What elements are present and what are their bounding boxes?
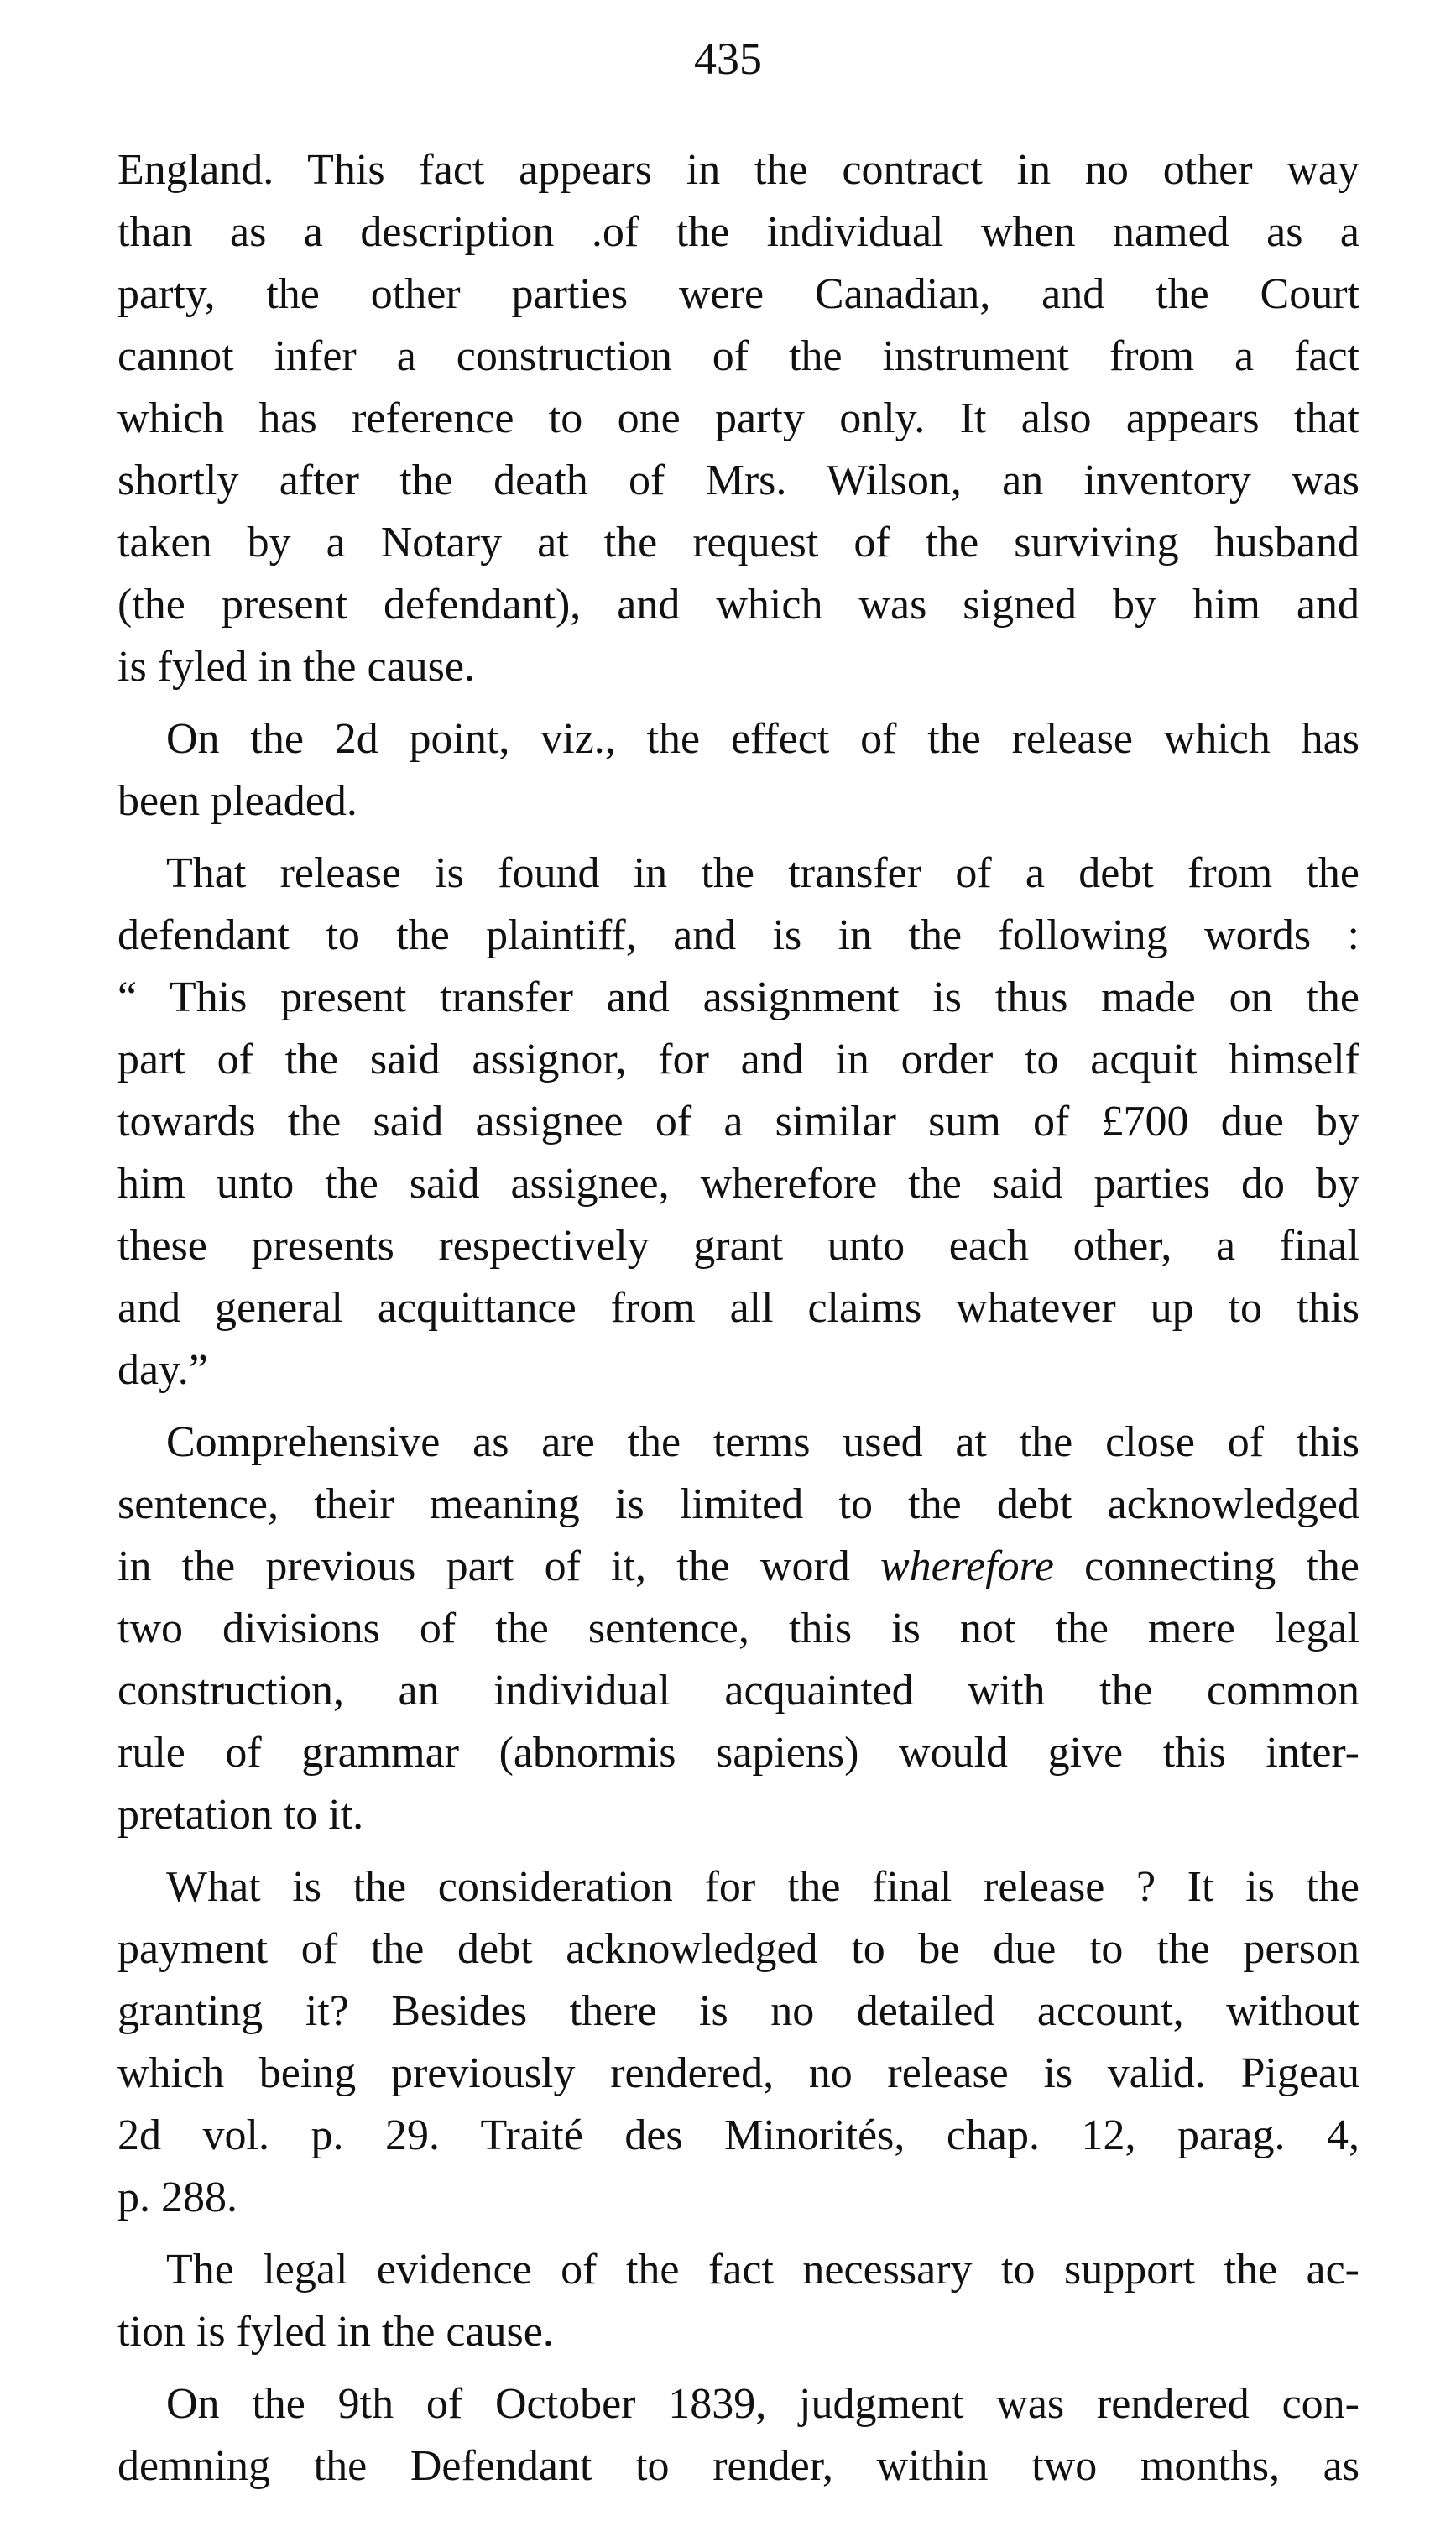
text-line: England. This fact appears in the contract in no other way xyxy=(117,146,1359,194)
text-line: construction, an individual acquainted with the common xyxy=(117,1667,1359,1715)
text-line: What is the consideration for the final release ? It is the xyxy=(166,1863,1359,1911)
text-line: demning the Defendant to render, within two months, as xyxy=(117,2442,1359,2490)
text-line: him unto the said assignee, wherefore the said parties do by xyxy=(117,1160,1359,1208)
text-line: and general acquittance from all claims whatever up to this xyxy=(117,1284,1359,1332)
text-line-with-italic xyxy=(117,1536,1359,1598)
paragraph-gap xyxy=(117,2229,1359,2239)
text-line: is fyled in the cause. xyxy=(117,643,475,691)
text-line: The legal evidence of the fact necessary to support the ac- xyxy=(166,2246,1359,2294)
paragraph-gap xyxy=(117,1401,1359,1412)
text-line: On the 9th of October 1839, judgment was rendered con- xyxy=(166,2380,1359,2428)
text-line: two divisions of the sentence, this is not the mere legal xyxy=(117,1605,1359,1652)
text-line: day.” xyxy=(117,1346,208,1394)
paragraph-gap xyxy=(117,2363,1359,2373)
text-line: cannot infer a construction of the instrument from a fact xyxy=(117,332,1359,380)
page-number: 435 xyxy=(694,34,762,84)
text-segment: connecting the xyxy=(1053,1542,1359,1590)
text-line: 2d vol. p. 29. Traité des Minorités, chap. 12, parag. 4, xyxy=(117,2111,1359,2159)
italic-word: wherefore xyxy=(879,1542,1054,1590)
text-segment: in the previous part of it, the word xyxy=(117,1542,880,1590)
text-line: payment of the debt acknowledged to be due to the person xyxy=(117,1925,1359,1973)
text-line: been pleaded. xyxy=(117,777,357,825)
text-line: part of the said assignor, for and in order to acquit himself xyxy=(117,1036,1359,1083)
text-line: shortly after the death of Mrs. Wilson, an inventory was xyxy=(117,457,1359,504)
text-line: than as a description .of the individual when named as a xyxy=(117,208,1359,256)
text-line: (the present defendant), and which was signed by him and xyxy=(117,581,1359,629)
text-line: these presents respectively grant unto each other, a final xyxy=(117,1222,1359,1270)
paragraph-gap xyxy=(117,698,1359,708)
text-line: taken by a Notary at the request of the surviving husband xyxy=(117,519,1359,566)
text-line: rule of grammar (abnormis sapiens) would give this inter- xyxy=(117,1729,1359,1777)
text-line: Comprehensive as are the terms used at the close of this xyxy=(166,1418,1359,1466)
text-line: That release is found in the transfer of a debt from the xyxy=(166,849,1359,897)
text-line: defendant to the plaintiff, and is in the following words : xyxy=(117,911,1359,959)
text-line: “ This present transfer and assignment is thus made on the xyxy=(117,973,1359,1021)
paragraph-gap xyxy=(117,1846,1359,1856)
text-line: On the 2d point, viz., the effect of the release which has xyxy=(166,715,1359,763)
text-line: granting it? Besides there is no detailed account, without xyxy=(117,1987,1359,2035)
text-line: which being previously rendered, no release is valid. Pigeau xyxy=(117,2049,1359,2097)
body-text xyxy=(117,139,1359,2497)
paragraph-gap xyxy=(117,832,1359,843)
text-line: towards the said assignee of a similar sum of £700 due by xyxy=(117,1098,1359,1146)
text-line: pretation to it. xyxy=(117,1791,364,1839)
text-line: sentence, their meaning is limited to the debt acknowledged xyxy=(117,1480,1359,1528)
text-line: p. 288. xyxy=(117,2174,237,2221)
text-line: tion is fyled in the cause. xyxy=(117,2308,554,2356)
text-line: party, the other parties were Canadian, and the Court xyxy=(117,270,1359,318)
text-line: which has reference to one party only. It also appears that xyxy=(117,394,1359,442)
